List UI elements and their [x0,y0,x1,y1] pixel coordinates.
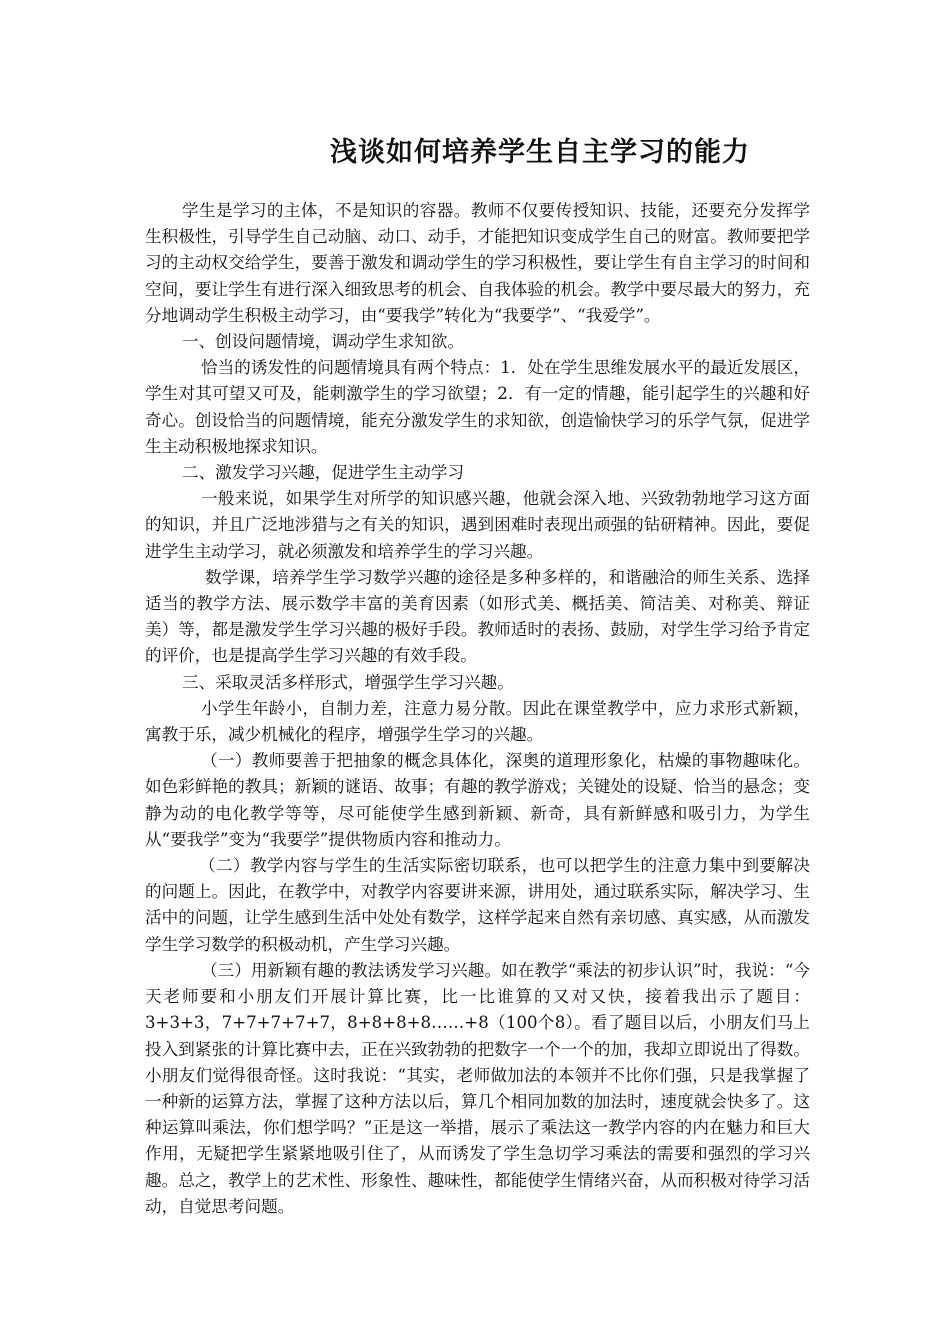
paragraph-problem-situation: 恰当的诱发性的问题情境具有两个特点：1．处在学生思维发展水平的最近发展区，学生对其可望又可及，能刺激学生的学习欲望；2．有一定的情趣，能引起学生的兴趣和好奇心。创设恰当的问题情境，能充分激发学生的求知欲，创造愉快学习的乐学气氛，促进学生主动积极地探求知识。 [145,358,810,456]
document-title: 浅谈如何培养学生自主学习的能力 [330,137,750,168]
paragraph-point-1: （一）教师要善于把抽象的概念具体化，深奥的道理形象化，枯燥的事物趣味化。如色彩鲜艳的教具；新颖的谜语、故事；有趣的教学游戏；关键处的设疑、恰当的悬念；变静为动的电化教学等等，尽可能使学生感到新颖、新奇，具有新鲜感和吸引力，为学生从“要我学”变为“我要学”提供物质内容和推动力。 [145,751,810,849]
document-body [145,198,810,1220]
paragraph-young-students: 小学生年龄小，自制力差，注意力易分散。因此在课堂教学中，应力求形式新颖，寓教于乐，减少机械化的程序，增强学生学习的兴趣。 [145,698,810,745]
paragraph-point-2: （二）教学内容与学生的生活实际密切联系，也可以把学生的注意力集中到要解决的问题上。因此，在教学中，对教学内容要讲来源，讲用处，通过联系实际，解决学习、生活中的问题，让学生感到生活中处处有数学，这样学起来自然有亲切感、真实感，从而激发学生学习数学的积极动机，产生学习兴趣。 [145,856,810,954]
section-heading-3: 三、采取灵活多样形式，增强学生学习兴趣。 [182,672,514,692]
section-heading-2: 二、激发学习兴趣，促进学生主动学习 [182,463,465,483]
paragraph-point-3: （三）用新颖有趣的教法诱发学习兴趣。如在教学“乘法的初步认识”时，我说：“今天老师要和小朋友们开展计算比赛，比一比谁算的又对又快，接着我出示了题目：3+3+3，7+7+7+7+7，8+8+8+8……+8（100个8）。看了题目以后，小朋友们马上投入到紧张的计算比赛中去，正在兴致勃勃的把数字一个一个的加，我却立即说出了得数。小朋友们觉得很奇怪。这时我说：“其实，老师做加法的本领并不比你们强，只是我掌握了一种新的运算方法，掌握了这种方法以后，算几个相同加数的加法时，速度就会快多了。这种运算叫乘法，你们想学吗？”正是这一举措，展示了乘法这一教学内容的内在魅力和巨大作用，无疑把学生紧紧地吸引住了，从而诱发了学生急切学习乘法的需要和强烈的学习兴趣。总之，教学上的艺术性、形象性、趣味性，都能使学生情绪兴奋，从而积极对待学习活动，自觉思考问题。 [145,960,810,1216]
paragraph-math-class: 数学课，培养学生学习数学兴趣的途径是多种多样的，和谐融洽的师生关系、选择适当的教学方法、展示数学丰富的美育因素（如形式美、概括美、简洁美、对称美、辩证美）等，都是激发学生学习兴趣的极好手段。教师适时的表扬、鼓励，对学生学习给予肯定的评价，也是提高学生学习兴趣的有效手段。 [145,567,810,666]
paragraph-interest: 一般来说，如果学生对所学的知识感兴趣，他就会深入地、兴致勃勃地学习这方面的知识，并且广泛地涉猎与之有关的知识，遇到困难时表现出顽强的钻研精神。因此，要促进学生主动学习，就必须激发和培养学生的学习兴趣。 [145,489,810,561]
section-heading-1: 一、创设问题情境，调动学生求知欲。 [182,332,465,352]
paragraph-intro: 学生是学习的主体，不是知识的容器。教师不仅要传授知识、技能，还要充分发挥学生积极性，引导学生自己动脑、动口、动手，才能把知识变成学生自己的财富。教师要把学习的主动权交给学生，要善于激发和调动学生的学习积极性，要让学生有自主学习的时间和空间，要让学生有进行深入细致思考的机会、自我体验的机会。教学中要尽最大的努力，充分地调动学生积极主动学习，由“要我学”转化为“我要学”、“我爱学”。 [145,201,810,325]
